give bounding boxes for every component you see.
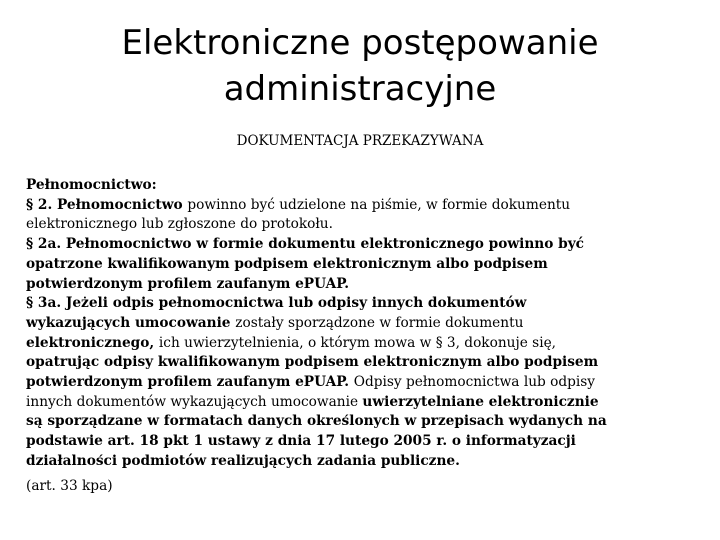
- slide-subtitle: DOKUMENTACJA PRZEKAZYWANA: [236, 133, 484, 149]
- p3a-line-3: [26, 334, 702, 354]
- p3a-line-2-rest: zostały sporządzone w formie dokumentu: [235, 314, 524, 331]
- legal-reference: [26, 477, 702, 497]
- p3a-line-8: podstawie art. 18 pkt 1 ustawy z dnia 17 lutego 2005 r. o informatyzacji: [26, 433, 576, 450]
- p2-number: § 2.: [26, 196, 57, 213]
- p3a-line-6-bold: uwierzytelniane elektronicznie: [362, 393, 599, 410]
- paragraph-section-2a: [26, 235, 702, 294]
- p3a-line-3-rest: ich uwierzytelnienia, o którym mowa w § 3, dokonuje się,: [158, 334, 557, 351]
- p3a-line-2: [26, 314, 702, 334]
- p3a-line-5-rest: Odpisy pełnomocnictwa lub odpisy: [353, 374, 596, 391]
- title-line-1: Elektroniczne postępowanie: [121, 23, 599, 63]
- p3a-line-3-bold: elektronicznego,: [26, 334, 159, 351]
- p2a-line-2: opatrzone kwalifikowanym podpisem elektronicznym albo podpisem: [26, 255, 548, 272]
- p3a-line-1-text: Jeżeli odpis pełnomocnictwa lub odpisy innych dokumentów: [65, 295, 527, 312]
- p2-keyword: Pełnomocnictwo: [56, 196, 188, 213]
- title-line-2: administracyjne: [223, 69, 497, 109]
- p3a-line-5: [26, 373, 702, 393]
- body-heading: [26, 176, 702, 196]
- p3a-line-6: [26, 393, 702, 413]
- p3a-line-5-bold: potwierdzonym profilem zaufanym ePUAP.: [26, 374, 354, 391]
- slide-title: [60, 20, 660, 112]
- p2a-number: § 2a.: [26, 236, 66, 253]
- p3a-line-1: [26, 294, 702, 314]
- p2a-line-1-text: Pełnomocnictwo w formie dokumentu elektronicznego powinno być: [65, 236, 585, 253]
- p3a-line-4: opatrując odpisy kwalifikowanym podpisem elektronicznym albo podpisem: [26, 354, 599, 371]
- p3a-number: § 3a.: [26, 295, 66, 312]
- p3a-line-2-bold: wykazujących umocowanie: [26, 314, 236, 331]
- reference-text: (art. 33 kpa): [26, 477, 113, 494]
- p2-line-2: elektronicznego lub zgłoszone do protokołu.: [26, 216, 333, 233]
- p2a-line-1: [26, 235, 702, 255]
- p2-line-1-rest: powinno być udzielone na piśmie, w formie dokumentu: [187, 196, 571, 213]
- heading-text: Pełnomocnictwo:: [26, 177, 157, 193]
- paragraph-section-2: [26, 196, 702, 235]
- p3a-line-7: są sporządzane w formatach danych określonych w przepisach wydanych na: [26, 413, 607, 430]
- slide-body: [26, 176, 702, 496]
- paragraph-section-3a: [26, 294, 702, 471]
- p2-line-1: [26, 196, 702, 216]
- p3a-line-6-start: innych dokumentów wykazujących umocowanie: [26, 393, 363, 410]
- p2a-line-3: potwierdzonym profilem zaufanym ePUAP.: [26, 275, 349, 292]
- p3a-line-9: działalności podmiotów realizujących zadania publiczne.: [26, 452, 460, 469]
